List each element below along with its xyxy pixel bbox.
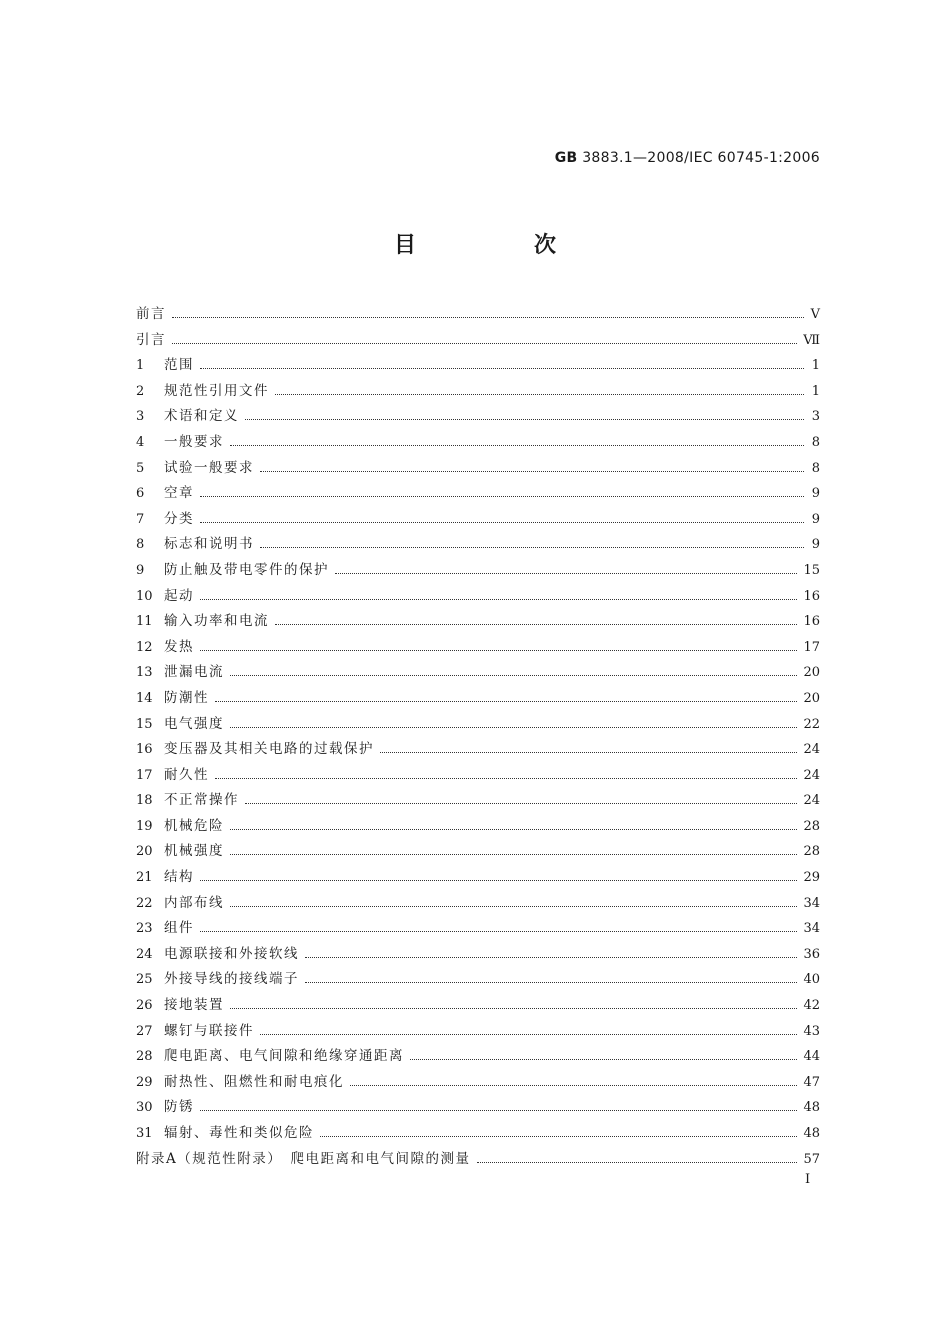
toc-entry-page: 48 xyxy=(803,1126,820,1141)
toc-entry-number: 20 xyxy=(136,844,153,860)
toc-entry-title: 防潮性 xyxy=(164,689,209,706)
toc-entry[interactable] xyxy=(136,532,820,558)
toc-entry-page: 44 xyxy=(803,1049,820,1065)
toc-entry-title: 爬电距离、电气间隙和绝缘穿通距离 xyxy=(164,1048,404,1065)
toc-entry[interactable] xyxy=(136,891,820,917)
toc-entry-title: 外接导线的接线端子 xyxy=(164,971,299,988)
dot-leader xyxy=(260,471,804,472)
toc-entry-title: 术语和定义 xyxy=(164,408,239,425)
toc-entry-title: 辐射、毒性和类似危险 xyxy=(164,1125,314,1141)
toc-entry-title: 规范性引用文件 xyxy=(164,382,269,399)
dot-leader xyxy=(230,906,797,907)
toc-entry-page: 24 xyxy=(803,767,820,783)
toc-entry-title: 试验一般要求 xyxy=(164,459,254,476)
toc-entry-number: 22 xyxy=(136,895,153,911)
toc-entry-number: 26 xyxy=(136,998,153,1014)
toc-entry-number: 4 xyxy=(136,434,145,450)
dot-leader xyxy=(260,1034,797,1035)
toc-entry-number: 18 xyxy=(136,793,153,809)
toc-entry-number: 25 xyxy=(136,972,153,988)
dot-leader xyxy=(230,445,804,446)
toc-entry-number: 21 xyxy=(136,870,153,886)
toc-entry[interactable] xyxy=(136,456,820,482)
toc-entry[interactable] xyxy=(136,1095,820,1121)
toc-entry-title: 前言 xyxy=(136,306,166,322)
dot-leader xyxy=(410,1059,797,1060)
toc-entry[interactable] xyxy=(136,328,820,354)
toc-entry-page: Ⅶ xyxy=(803,332,820,348)
toc-entry[interactable] xyxy=(136,1044,820,1070)
dot-leader xyxy=(200,496,804,497)
toc-entry[interactable] xyxy=(136,737,820,763)
toc-entry-title: 螺钉与联接件 xyxy=(164,1022,254,1039)
dot-leader xyxy=(477,1162,798,1163)
toc-entry-number: 24 xyxy=(136,946,153,962)
toc-entry-page: 20 xyxy=(803,665,820,681)
toc-entry-page: 24 xyxy=(803,793,820,809)
toc-entry-number: 30 xyxy=(136,1100,153,1116)
toc-entry-title: 空章 xyxy=(164,485,194,502)
toc-entry[interactable] xyxy=(136,635,820,661)
toc-entry-title: 起动 xyxy=(164,587,194,604)
toc-entry-title: 发热 xyxy=(164,638,194,655)
dot-leader xyxy=(200,368,804,369)
toc-entry-title: 内部布线 xyxy=(164,894,224,911)
dot-leader xyxy=(172,317,804,318)
dot-leader xyxy=(215,778,797,779)
toc-entry-number: 5 xyxy=(136,460,145,476)
toc-entry-number: 9 xyxy=(136,562,145,578)
toc-entry-page: 1 xyxy=(811,358,820,374)
toc-entry-page: 20 xyxy=(803,690,820,706)
toc-entry-page: 22 xyxy=(803,716,820,732)
toc-entry-page: 9 xyxy=(811,511,820,527)
toc-entry-number: 12 xyxy=(136,639,153,655)
toc-entry[interactable] xyxy=(136,993,820,1019)
toc-entry-number: 29 xyxy=(136,1074,153,1090)
toc-entry-number: 1 xyxy=(136,358,145,374)
toc-entry[interactable] xyxy=(136,839,820,865)
toc-entry-title: 附录A（规范性附录） 爬电距离和电气间隙的测量 xyxy=(136,1150,471,1167)
toc-entry[interactable] xyxy=(136,763,820,789)
toc-entry-title: 组件 xyxy=(164,920,194,937)
dot-leader xyxy=(200,1110,797,1111)
toc-entry-number: 19 xyxy=(136,818,153,834)
dot-leader xyxy=(260,547,804,548)
dot-leader xyxy=(200,650,797,651)
table-of-contents xyxy=(136,302,820,1172)
toc-entry-title: 不正常操作 xyxy=(164,792,239,809)
toc-entry-page: 36 xyxy=(803,946,820,962)
toc-entry-number: 13 xyxy=(136,665,153,681)
toc-entry-number: 15 xyxy=(136,716,153,732)
dot-leader xyxy=(230,829,797,830)
toc-entry[interactable] xyxy=(136,1147,820,1173)
toc-entry-title: 标志和说明书 xyxy=(164,536,254,553)
toc-entry-number: 17 xyxy=(136,767,153,783)
toc-entry[interactable] xyxy=(136,916,820,942)
toc-entry-number: 8 xyxy=(136,537,145,553)
dot-leader xyxy=(172,343,797,344)
toc-entry-page: 8 xyxy=(811,434,820,450)
toc-entry-title: 防止触及带电零件的保护 xyxy=(164,561,329,578)
toc-entry[interactable] xyxy=(136,481,820,507)
toc-entry-page: 28 xyxy=(803,818,820,834)
dot-leader xyxy=(200,931,797,932)
toc-entry-number: 27 xyxy=(136,1023,153,1039)
toc-entry-number: 3 xyxy=(136,409,145,425)
toc-entry[interactable] xyxy=(136,584,820,610)
toc-entry[interactable] xyxy=(136,942,820,968)
toc-entry-title: 耐久性 xyxy=(164,766,209,783)
standard-header xyxy=(0,150,820,166)
dot-leader xyxy=(335,573,797,574)
toc-entry-number: 14 xyxy=(136,690,153,706)
toc-entry-page: V xyxy=(810,307,820,322)
toc-entry-page: 40 xyxy=(803,972,820,988)
toc-entry[interactable] xyxy=(136,686,820,712)
dot-leader xyxy=(200,599,797,600)
toc-entry[interactable] xyxy=(136,379,820,405)
standard-number: 3883.1—2008/IEC 60745-1:2006 xyxy=(582,150,820,166)
toc-entry-page: 43 xyxy=(803,1023,820,1039)
toc-title: 目 次 xyxy=(393,233,604,258)
toc-entry-number: 23 xyxy=(136,921,153,937)
toc-entry-title: 机械危险 xyxy=(164,817,224,834)
toc-entry-title: 防锈 xyxy=(164,1099,194,1116)
dot-leader xyxy=(275,394,804,395)
toc-entry-number: 16 xyxy=(136,742,153,758)
toc-entry-number: 11 xyxy=(136,614,153,630)
toc-entry[interactable] xyxy=(136,1019,820,1045)
toc-entry-number: 31 xyxy=(136,1126,153,1141)
dot-leader xyxy=(380,752,797,753)
dot-leader xyxy=(230,727,797,728)
toc-entry-title: 结构 xyxy=(164,869,194,886)
toc-entry-number: 10 xyxy=(136,588,153,604)
dot-leader xyxy=(350,1085,797,1086)
dot-leader xyxy=(275,624,797,625)
toc-entry-title: 分类 xyxy=(164,510,194,527)
toc-entry-page: 1 xyxy=(811,383,820,399)
toc-entry-title: 范围 xyxy=(164,357,194,374)
toc-entry[interactable] xyxy=(136,1070,820,1096)
toc-entry-page: 47 xyxy=(803,1074,820,1090)
dot-leader xyxy=(230,1008,797,1009)
dot-leader xyxy=(215,701,797,702)
toc-entry-title: 引言 xyxy=(136,331,166,348)
toc-entry[interactable] xyxy=(136,1121,820,1147)
toc-entry-page: 8 xyxy=(811,460,820,476)
toc-entry-title: 变压器及其相关电路的过载保护 xyxy=(164,741,374,758)
toc-entry[interactable] xyxy=(136,865,820,891)
dot-leader xyxy=(245,803,797,804)
toc-entry-title: 接地装置 xyxy=(164,997,224,1014)
toc-entry-page: 34 xyxy=(803,895,820,911)
standard-code: GB xyxy=(554,150,578,166)
toc-entry[interactable] xyxy=(136,404,820,430)
toc-entry[interactable] xyxy=(136,507,820,533)
toc-entry-title: 电气强度 xyxy=(164,715,224,732)
toc-entry-title: 机械强度 xyxy=(164,843,224,860)
toc-entry[interactable] xyxy=(136,967,820,993)
page-number: I xyxy=(805,1172,811,1187)
toc-entry-title: 耐热性、阻燃性和耐电痕化 xyxy=(164,1073,344,1090)
toc-entry[interactable] xyxy=(136,302,820,328)
toc-entry-number: 7 xyxy=(136,511,145,527)
toc-entry[interactable] xyxy=(136,430,820,456)
toc-entry-page: 24 xyxy=(803,742,820,758)
dot-leader xyxy=(305,982,797,983)
toc-entry-page: 48 xyxy=(803,1100,820,1116)
dot-leader xyxy=(230,675,797,676)
dot-leader xyxy=(200,522,804,523)
toc-entry-page: 28 xyxy=(803,844,820,860)
dot-leader xyxy=(245,419,804,420)
toc-entry-page: 34 xyxy=(803,921,820,937)
toc-entry[interactable] xyxy=(136,788,820,814)
toc-entry[interactable] xyxy=(136,712,820,738)
dot-leader xyxy=(305,957,797,958)
toc-entry-title: 泄漏电流 xyxy=(164,664,224,681)
toc-entry[interactable] xyxy=(136,660,820,686)
toc-entry-title: 输入功率和电流 xyxy=(164,613,269,630)
toc-entry-number: 2 xyxy=(136,383,145,399)
toc-entry-page: 57 xyxy=(803,1151,820,1167)
toc-entry[interactable] xyxy=(136,353,820,379)
toc-entry-title: 一般要求 xyxy=(164,433,224,450)
toc-entry-page: 29 xyxy=(803,870,820,886)
toc-entry-page: 3 xyxy=(811,409,820,425)
dot-leader xyxy=(320,1136,797,1137)
toc-entry-page: 9 xyxy=(811,537,820,553)
dot-leader xyxy=(200,880,797,881)
toc-entry-page: 17 xyxy=(803,639,820,655)
toc-entry[interactable] xyxy=(136,609,820,635)
toc-entry-page: 15 xyxy=(803,562,820,578)
dot-leader xyxy=(230,854,797,855)
toc-entry[interactable] xyxy=(136,814,820,840)
toc-entry[interactable] xyxy=(136,558,820,584)
toc-entry-page: 42 xyxy=(803,998,820,1014)
toc-entry-number: 6 xyxy=(136,486,145,502)
toc-entry-title: 电源联接和外接软线 xyxy=(164,945,299,962)
toc-entry-number: 28 xyxy=(136,1049,153,1065)
toc-entry-page: 16 xyxy=(803,614,820,630)
toc-entry-page: 16 xyxy=(803,588,820,604)
toc-entry-page: 9 xyxy=(811,486,820,502)
